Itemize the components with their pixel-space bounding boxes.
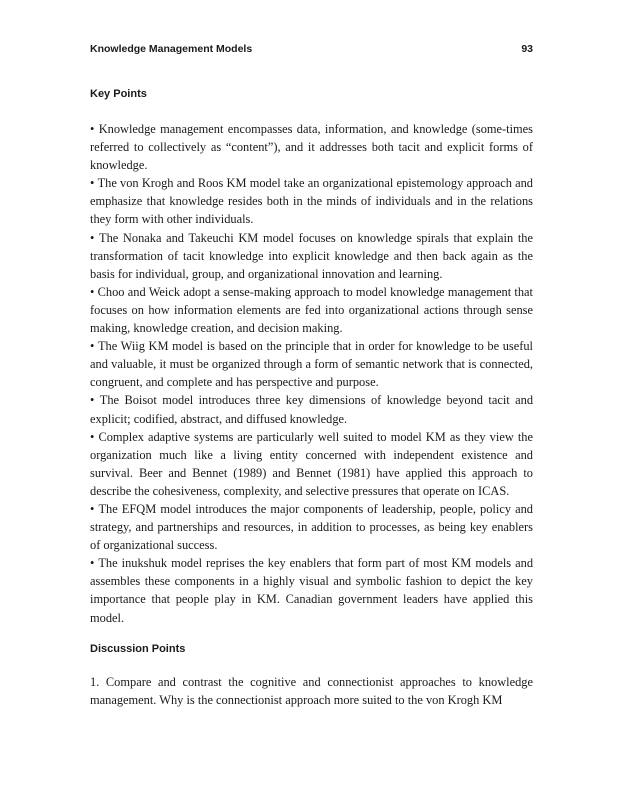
key-point-item: • The inukshuk model reprises the key enablers that form part of most KM models and assembles these components in a highly visual and symbolic fashion to depict the key importance that people play in KM. Canadian government leaders have applied this model.: [90, 554, 533, 626]
key-points-list: [90, 120, 533, 627]
key-point-item: • Knowledge management encompasses data, information, and knowledge (some-times referred to collectively as “content”), and it addresses both tacit and explicit forms of knowledge.: [90, 120, 533, 174]
key-point-item: • The Wiig KM model is based on the principle that in order for knowledge to be useful and valuable, it must be organized through a form of semantic network that is connected, congruent, and complete and has perspective and purpose.: [90, 337, 533, 391]
running-head-title: Knowledge Management Models: [90, 43, 253, 55]
page-number: 93: [521, 43, 533, 55]
key-point-item: • Complex adaptive systems are particularly well suited to model KM as they view the organization much like a living entity concerned with independent existence and survival. Beer and Bennet (1989) and Bennet (1981) have applied this approach to describe the cohesiveness, complexity, and selective pressures that operate on ICAS.: [90, 428, 533, 500]
discussion-point-item: 1. Compare and contrast the cognitive and connectionist approaches to knowledge management. Why is the connectionist approach more suited to the von Krogh KM: [90, 675, 533, 708]
running-head: [90, 41, 533, 57]
discussion-points-heading: Discussion Points: [90, 643, 186, 655]
key-point-item: • The Boisot model introduces three key dimensions of knowledge beyond tacit and explicit; codified, abstract, and diffused knowledge.: [90, 391, 533, 427]
key-point-item: • Choo and Weick adopt a sense-making approach to model knowledge management that focuses on how information elements are fed into organizational actions through sense making, knowledge creation, and decision making.: [90, 283, 533, 337]
key-point-item: • The Nonaka and Takeuchi KM model focuses on knowledge spirals that explain the transformation of tacit knowledge into explicit knowledge and then back again as the basis for individual, group, and organizational innovation and learning.: [90, 229, 533, 283]
discussion-points-list: [90, 673, 533, 709]
key-points-heading: Key Points: [90, 88, 147, 100]
key-point-item: • The EFQM model introduces the major components of leadership, people, policy and strategy, and partnerships and resources, in addition to processes, as being key enablers of organizational success.: [90, 500, 533, 554]
key-point-item: • The von Krogh and Roos KM model take an organizational epistemology approach and emphasize that knowledge resides both in the minds of individuals and in the relations they form with other individuals.: [90, 174, 533, 228]
book-page: [90, 0, 533, 800]
